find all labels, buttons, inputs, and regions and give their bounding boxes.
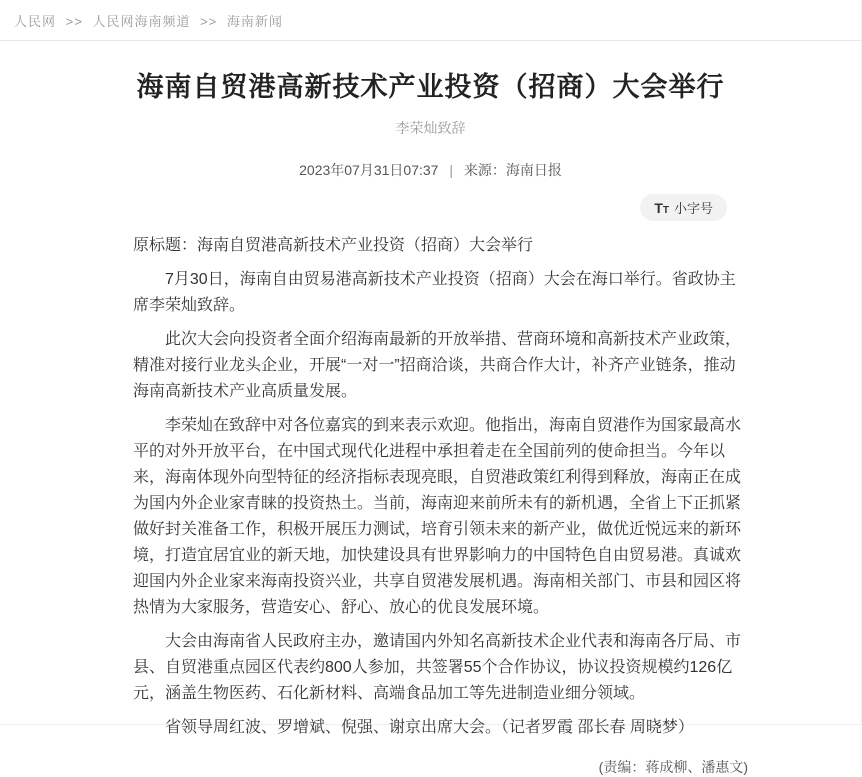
article-meta (0, 160, 861, 180)
original-title-line: 原标题：海南自贸港高新技术产业投资（招商）大会举行 (133, 237, 534, 254)
source-label: 来源： (463, 162, 506, 178)
meta-separator: | (449, 162, 453, 178)
article-paragraph: 李荣灿在致辞中对各位嘉宾的到来表示欢迎。他指出，海南自贸港作为国家最高水平的对外开放平台，在中国式现代化进程中承担着走在全国前列的使命担当。今年以来，海南体现外向型特征的经济指标表现亮眼，自贸港政策红利得到释放，海南正在成为国内外企业家青睐的投资热土。当前，海南迎来前所未有的新机遇，全省上下正抓紧做好封关准备工作，积极开展压力测试，培育引领未来的新产业，做优近悦远来的新环境，打造宜居宜业的新天地，加快建设具有世界影响力的中国特色自由贸易港。真诚欢迎国内外企业家来海南投资兴业，共享自贸港发展机遇。海南相关部门、市县和园区将热情为大家服务，营造安心、舒心、放心的优良发展环境。 (133, 417, 742, 616)
breadcrumb-link-hainan-news[interactable]: 海南新闻 (226, 14, 283, 29)
font-size-button-label: 小字号 (673, 201, 713, 216)
font-size-icon: TT (654, 199, 669, 216)
publish-date: 2023年07月31日07:37 (299, 162, 439, 178)
article-subtitle: 李荣灿致辞 (395, 120, 466, 136)
article-paragraph: 省领导周红波、罗增斌、倪强、谢京出席大会。（记者罗霞 邵长春 周晓梦） (165, 719, 694, 736)
article-body (133, 233, 748, 741)
breadcrumb-link-people[interactable]: 人民网 (14, 14, 57, 29)
article-paragraph: 7月30日，海南自由贸易港高新技术产业投资（招商）大会在海口举行。省政协主席李荣灿致辞。 (133, 271, 736, 314)
font-size-button[interactable] (640, 194, 727, 221)
breadcrumb-separator: >> (200, 14, 218, 29)
article-paragraph: 大会由海南省人民政府主办，邀请国内外知名高新技术企业代表和海南各厅局、市县、自贸港重点园区代表约800人参加，共签署55个合作协议，协议投资规模约126亿元，涵盖生物医药、石化新材料、高端食品加工等先进制造业细分领域。 (133, 633, 742, 702)
article-paragraph: 此次大会向投资者全面介绍海南最新的开放举措、营商环境和高新技术产业政策，精准对接行业龙头企业，开展“一对一”招商洽谈，共商合作大计，补齐产业链条，推动海南高新技术产业高质量发展。 (133, 331, 742, 400)
page-title: 海南自贸港高新技术产业投资（招商）大会举行 (136, 72, 725, 102)
article-header (0, 65, 861, 180)
editor-credit: (责编：蒋成柳、潘惠文) (598, 759, 748, 775)
article-toolbar (133, 194, 748, 221)
breadcrumb (0, 0, 861, 41)
breadcrumb-link-hainan-channel[interactable]: 人民网海南频道 (92, 14, 191, 29)
source-link[interactable]: 海南日报 (505, 162, 562, 178)
breadcrumb-separator: >> (65, 14, 83, 29)
